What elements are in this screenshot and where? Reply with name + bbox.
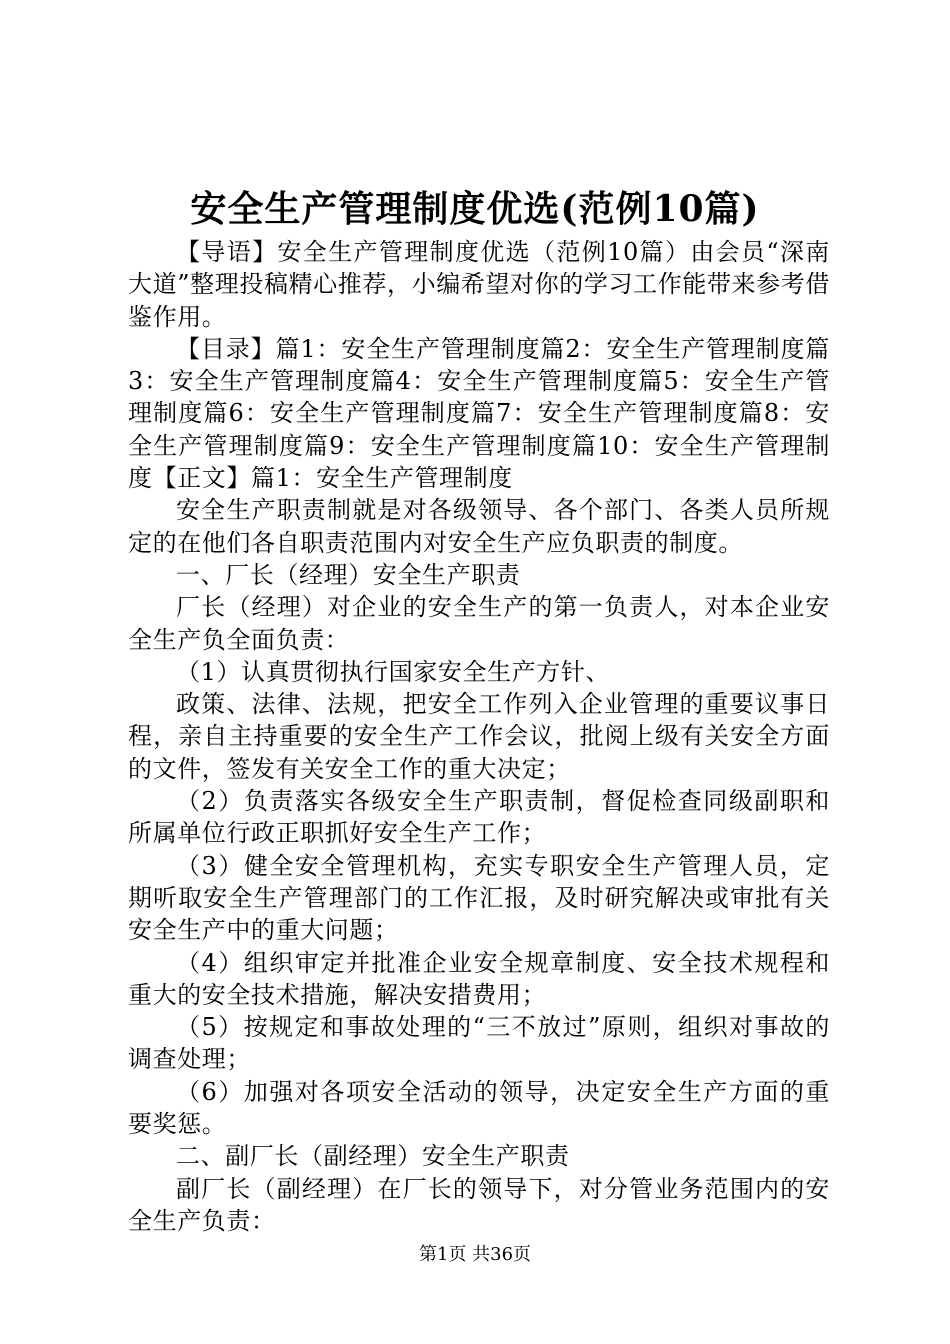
section-heading-1: 一、厂长（经理）安全生产职责 bbox=[176, 560, 521, 589]
page-number-footer: 第1页 共36页 bbox=[418, 1244, 532, 1265]
list-item-2: （2）负责落实各级安全生产职责制，督促检查同级副职和所属单位行政正职抓好安全生产工作； bbox=[128, 787, 830, 848]
paragraph-intro: 【导语】安全生产管理制度优选（范例10篇）由会员“深南大道”整理投稿精心推荐，小编希望对你的学习工作能带来参考借鉴作用。 bbox=[128, 238, 830, 331]
section-heading-2: 二、副厂长（副经理）安全生产职责 bbox=[176, 1142, 570, 1171]
paragraph-definition: 安全生产职责制就是对各级领导、各个部门、各类人员所规定的在他们各自职责范围内对安全生产应负职责的制度。 bbox=[128, 496, 830, 557]
list-item-4: （4）组织审定并批准企业安全规章制度、安全技术规程和重大的安全技术措施，解决安措费用； bbox=[128, 948, 830, 1009]
paragraph-deputy-director: 副厂长（副经理）在厂长的领导下，对分管业务范围内的安全生产负责： bbox=[128, 1174, 830, 1235]
document-title: 安全生产管理制度优选(范例10篇) bbox=[190, 188, 760, 230]
list-item-3: （3）健全安全管理机构，充实专职安全生产管理人员，定期听取安全生产管理部门的工作汇报，及时研究解决或审批有关安全生产中的重大问题； bbox=[128, 851, 830, 945]
list-item-5: （5）按规定和事故处理的“三不放过”原则，组织对事故的调查处理； bbox=[128, 1013, 830, 1074]
list-item-1-continued: 政策、法律、法规，把安全工作列入企业管理的重要议事日程，亲自主持重要的安全生产工作会议，批阅上级有关安全方面的文件，签发有关安全工作的重大决定； bbox=[128, 690, 830, 783]
paragraph-contents: 【目录】篇1：安全生产管理制度篇2：安全生产管理制度篇3：安全生产管理制度篇4：安全生产管理制度篇5：安全生产管理制度篇6：安全生产管理制度篇7：安全生产管理制度篇8：安全生产管理制度篇9：安全生产管理制度篇10：安全生产管理制度【正文】篇1：安全生产管理制度 bbox=[128, 334, 830, 493]
document-body bbox=[128, 236, 830, 1237]
paragraph-factory-director: 厂长（经理）对企业的安全生产的第一负责人，对本企业安全生产负全面负责： bbox=[128, 593, 830, 654]
list-item-1: （1）认真贯彻执行国家安全生产方针、 bbox=[176, 657, 611, 686]
list-item-6: （6）加强对各项安全活动的领导，决定安全生产方面的重要奖惩。 bbox=[128, 1077, 830, 1139]
